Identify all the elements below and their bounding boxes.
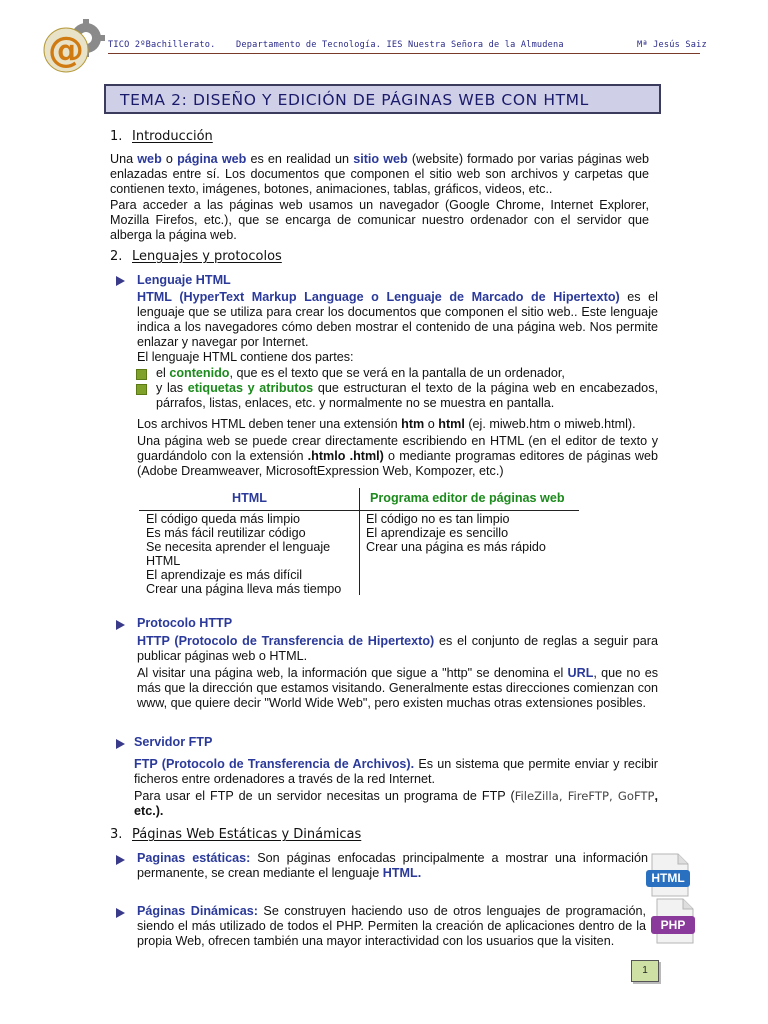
svg-text:@: @ [48, 30, 84, 71]
static-pages-paragraph: Paginas estáticas: Son páginas enfocadas principalmente a mostrar una información permanente, se crean mediante el lenguaje HTML. [137, 851, 648, 880]
html-extension: Los archivos HTML deben tener una extensión htm o html (ej. miweb.htm o miweb.html). [137, 417, 636, 431]
html-two-parts: El lenguaje HTML contiene dos partes: [137, 350, 354, 364]
table-cell: Se necesita aprender el lenguaje HTML [146, 540, 331, 568]
subheading-ftp: Servidor FTP [134, 735, 213, 749]
triangle-bullet-icon [116, 739, 125, 749]
table-cell: Es más fácil reutilizar código [146, 526, 306, 540]
section-heading-2 [110, 249, 282, 264]
department-logo-icon [40, 18, 106, 80]
dynamic-pages-paragraph: Páginas Dinámicas: Se construyen haciendo uso de otros lenguajes de programación, siendo el más utilizado de todos el PHP. Permiten la creación de aplicaciones dentro de la propia Web, ofrecen también una mayor interactividad con los usuarios que la visiten. [137, 904, 646, 948]
table-cell: El código no es tan limpio [366, 512, 510, 526]
header-rule [108, 53, 700, 54]
section-heading-1 [110, 129, 213, 144]
square-bullet-icon [136, 384, 147, 395]
section-number: 2. [110, 249, 123, 264]
table-header-html: HTML [232, 491, 267, 505]
section-title: Introducción [132, 129, 213, 144]
triangle-bullet-icon [116, 276, 125, 286]
table-header-editor: Programa editor de páginas web [370, 491, 565, 505]
php-icon-label: PHP [660, 918, 686, 932]
square-bullet-icon [136, 369, 147, 380]
table-cell: Crear una página es más rápido [366, 540, 546, 554]
html-definition: HTML (HyperText Markup Language o Lenguaje de Marcado de Hipertexto) es el lenguaje que se utiliza para crear los documentos que componen el sitio web.. Este lenguaje indica a los navegadores cómo deben mostrar el contenido de una página web. Nos permite enlazar y navegar por Internet. [137, 290, 658, 349]
table-cell: El aprendizaje es sencillo [366, 526, 509, 540]
triangle-bullet-icon [116, 855, 125, 865]
html-file-icon [644, 852, 692, 898]
page-title: TEMA 2: DISEÑO Y EDICIÓN DE PÁGINAS WEB CON HTML [120, 91, 589, 109]
html-icon-label: HTML [651, 871, 685, 885]
page-title-box [104, 84, 661, 114]
http-definition: HTTP (Protocolo de Transferencia de Hipertexto) es el conjunto de reglas a seguir para publicar páginas web o HTML. [137, 634, 658, 663]
triangle-bullet-icon [116, 908, 125, 918]
intro-paragraph-1: Una web o página web es en realidad un sitio web (website) formado por varias páginas web enlazadas entre sí. Los documentos que componen el sitio web son archivos y carpetas que contienen texto, imágenes, botones, animaciones, tablas, gráficos, videos, etc.. [110, 152, 649, 196]
bullet-contenido: el contenido, que es el texto que se verá en la pantalla de un ordenador, [156, 366, 565, 380]
table-cell: El aprendizaje es más difícil [146, 568, 303, 582]
header-course: TICO 2ºBachillerato. [108, 40, 216, 50]
ftp-usage: Para usar el FTP de un servidor necesitas un programa de FTP (FileZilla, FireFTP, GoFTP, etc.). [134, 789, 658, 818]
html-create: Una página web se puede crear directamente escribiendo en HTML (en el editor de texto y guardándolo con la extensión .htmlo .html) o mediante programas editores de páginas web (Adobe Dreamweaver, MicrosoftExpression Web, Kompozer, etc.) [137, 434, 659, 478]
page-number: 1 [631, 960, 659, 982]
section-number: 3. [110, 827, 123, 842]
intro-paragraph-2: Para acceder a las páginas web usamos un navegador (Google Chrome, Internet Explorer, Mozilla Firefos, etc.), que se encarga de comunicar nuestro ordenador con el servidor que alberga la página web. [110, 198, 649, 242]
section-title: Páginas Web Estáticas y Dinámicas [132, 827, 362, 842]
subheading-http: Protocolo HTTP [137, 616, 233, 630]
header-department: Departamento de Tecnología. IES Nuestra Señora de la Almudena [236, 40, 564, 50]
triangle-bullet-icon [116, 620, 125, 630]
section-title: Lenguajes y protocolos [132, 249, 282, 264]
term-pagina-web: página web [177, 152, 247, 166]
table-cell: Crear una página lleva más tiempo [146, 582, 342, 596]
php-file-icon [649, 897, 697, 945]
section-heading-3 [110, 827, 361, 842]
table-column-divider [359, 488, 360, 595]
subheading-html: Lenguaje HTML [137, 273, 231, 287]
section-number: 1. [110, 129, 123, 144]
table-cell: El código queda más limpio [146, 512, 301, 526]
ftp-definition: FTP (Protocolo de Transferencia de Archivos). Es un sistema que permite enviar y recibir ficheros entre ordenadores a través de la red Internet. [134, 757, 658, 786]
term-sitio-web: sitio web [353, 152, 408, 166]
header-author: Mª Jesús Saiz [637, 40, 707, 50]
http-url-paragraph: Al visitar una página web, la información que sigue a "http" se denomina el URL, que no es más que la dirección que estamos visitando. Generalmente estas direcciones comienzan con www, que quiere decir "World Wide Web", pero existen muchas otras extensiones posibles. [137, 666, 658, 710]
bullet-etiquetas: y las etiquetas y atributos que estructuran el texto de la página web en encabezados, párrafos, listas, enlaces, etc. y normalmente no se muestra en pantalla. [156, 381, 658, 410]
term-web: web [137, 152, 162, 166]
